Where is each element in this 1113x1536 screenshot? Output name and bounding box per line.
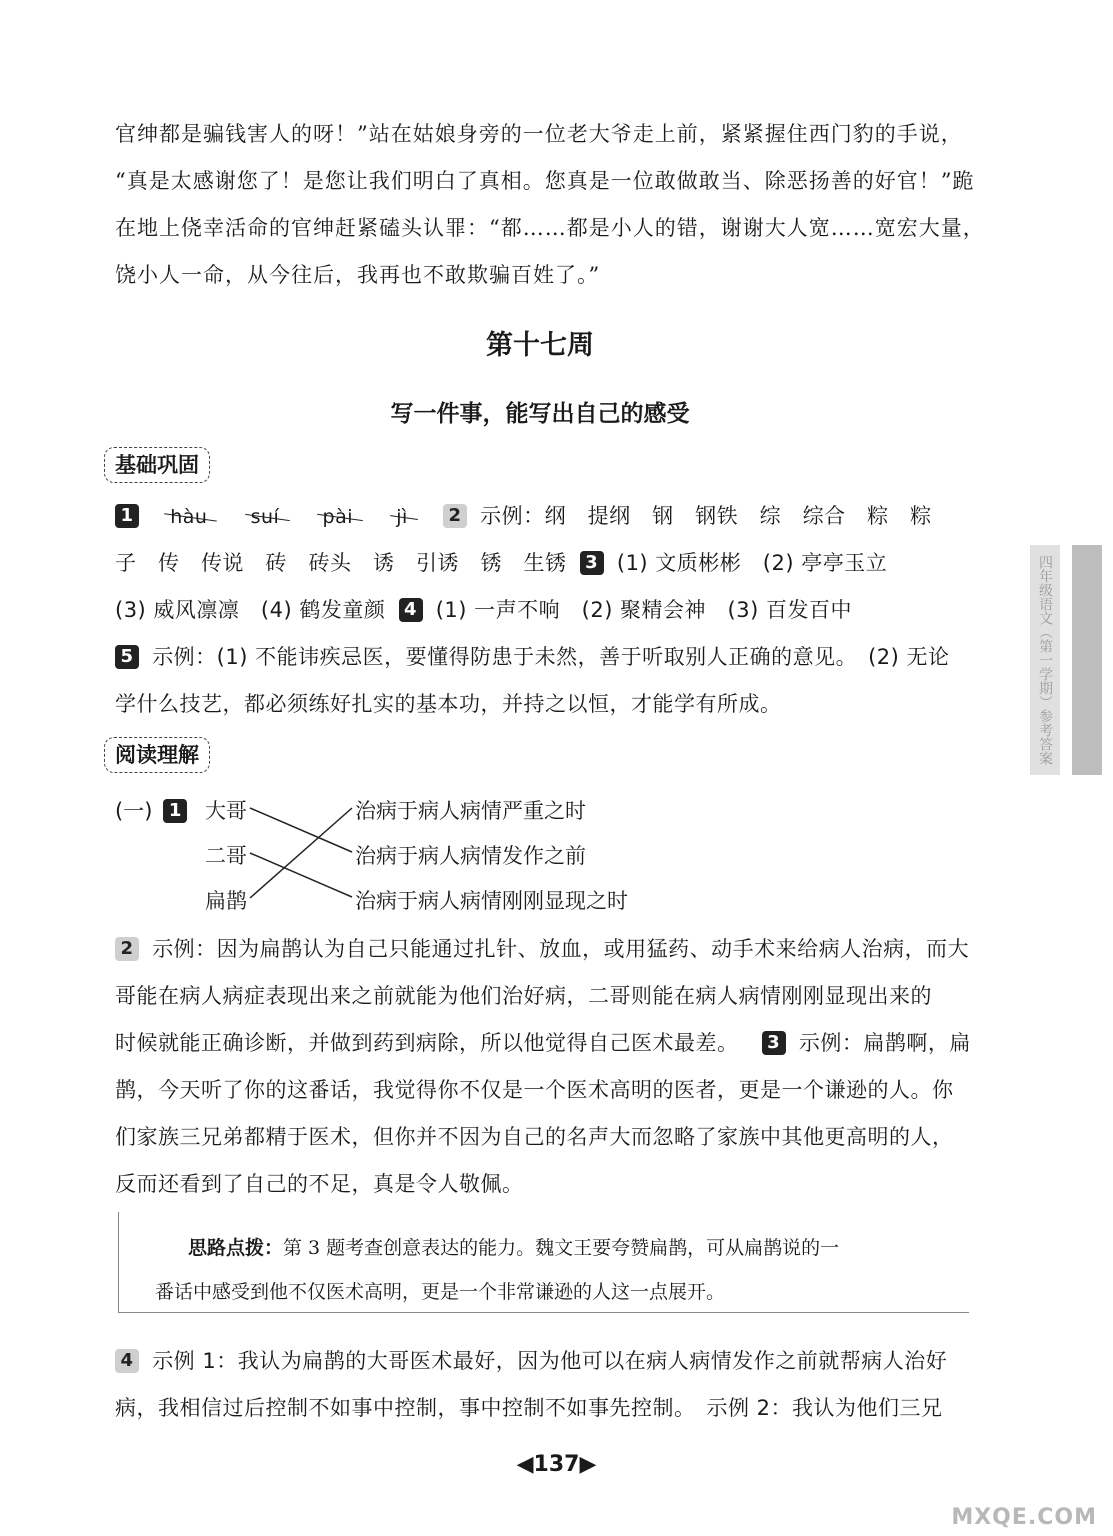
question-number: 2: [115, 937, 139, 961]
question-number: 1: [163, 799, 187, 823]
story-line: 在地上侥幸活命的官绅赶紧磕头认罪：“都……都是小人的错，谢谢大人宽……宽宏大量，: [115, 216, 985, 240]
answer-text: 示例：因为扁鹊认为自己只能通过扎针、放血，或用猛药、动手术来给病人治病，而大: [152, 937, 970, 961]
answer-text: (1) 一声不响 (2) 聚精会神 (3) 百发百中: [435, 598, 852, 622]
answer-text: 子 传 传说 砖 砖头 诱 引诱 锈 生锈: [115, 551, 567, 575]
reading-q4-line: [115, 1345, 947, 1375]
question-number: 2: [443, 504, 467, 528]
tip-text: 第 3 题考查创意表达的能力。魏文王要夸赞扁鹊，可从扁鹊说的一: [283, 1237, 840, 1259]
question-number: 1: [115, 504, 139, 528]
answer-text: 示例 1：我认为扁鹊的大哥医术最好，因为他可以在病人病情发作之前就帮病人治好: [152, 1349, 948, 1373]
side-tab-bar: [1072, 545, 1102, 775]
section-basic-header: 基础巩固: [104, 447, 210, 483]
week-title: 第十七周: [486, 330, 594, 361]
story-line: 饶小人一命，从今往后，我再也不敢欺骗百姓了。”: [115, 263, 601, 287]
watermark: MXQE.COM: [951, 1505, 1097, 1530]
question-number: 3: [762, 1031, 786, 1055]
reading-q2-line: [115, 933, 969, 963]
side-tab: 四年级语文（第一学期）参考答案: [1030, 545, 1060, 775]
match-line: [250, 808, 352, 852]
crossed-pinyin: hàu: [170, 506, 208, 528]
next-arrow-icon: ▶: [579, 1452, 597, 1477]
crossed-pinyin: pài: [322, 506, 354, 528]
story-line: “真是太感谢您了！是您让我们明白了真相。您真是一位敢做敢当、除恶扬善的好官！”跪: [115, 169, 975, 193]
match-left-item: 大哥: [205, 799, 247, 823]
crossed-pinyin: suí: [250, 506, 280, 528]
answer-text: (1) 文质彬彬 (2) 亭亭玉立: [616, 551, 888, 575]
match-left-item: 扁鹊: [205, 889, 247, 913]
basic-line-5: 学什么技艺，都必须练好扎实的基本功，并持之以恒，才能学有所成。: [115, 692, 782, 716]
question-number: 4: [399, 598, 423, 622]
reading-q2-line: 哥能在病人病症表现出来之前就能为他们治好病，二哥则能在病人病情刚刚显现出来的: [115, 984, 932, 1008]
question-number: 4: [115, 1349, 139, 1373]
match-right-item: 治病于病人病情严重之时: [355, 799, 586, 823]
reading-q3-line: 反而还看到了自己的不足，真是令人敬佩。: [115, 1172, 524, 1196]
question-number: 5: [115, 645, 139, 669]
answer-text: 示例：纲 提纲 钢 钢铁 综 综合 粽 粽: [480, 504, 932, 528]
answer-text: (3) 威风凛凛 (4) 鹤发童颜: [115, 598, 386, 622]
match-right-item: 治病于病人病情发作之前: [355, 844, 586, 868]
answer-text: 示例：扁鹊啊，扁: [798, 1031, 971, 1055]
match-right-item: 治病于病人病情刚刚显现之时: [355, 889, 628, 913]
section-reading-header: 阅读理解: [104, 737, 210, 773]
question-number: 3: [580, 551, 604, 575]
answer-text: 示例：(1) 不能讳疾忌医，要懂得防患于未然，善于听取别人正确的意见。 (2) 无论: [152, 645, 950, 669]
part-label: (一) 1: [115, 795, 193, 825]
tip-label: 思路点拨：: [188, 1237, 284, 1259]
reading-q4-line: 病，我相信过后控制不如事中控制，事中控制不如事先控制。 示例 2：我认为他们三兄: [115, 1396, 943, 1420]
reading-q3-line: 鹊，今天听了你的这番话，我觉得你不仅是一个医术高明的医者，更是一个谦逊的人。你: [115, 1078, 954, 1102]
match-line: [250, 808, 352, 898]
reading-q3-line: 们家族三兄弟都精于医术，但你并不因为自己的名声大而忽略了家族中其他更高明的人，: [115, 1125, 954, 1149]
tip-line: 番话中感受到他不仅医术高明，更是一个非常谦逊的人这一点展开。: [155, 1281, 726, 1303]
unit-title: 写一件事，能写出自己的感受: [390, 401, 690, 427]
story-line: 官绅都是骗钱害人的呀！”站在姑娘身旁的一位老大爷走上前，紧紧握住西门豹的手说，: [115, 122, 963, 146]
match-line: [250, 853, 352, 897]
answer-text: 时候就能正确诊断，并做到药到病除，所以他觉得自己医术最差。: [115, 1031, 739, 1055]
reading-q2-line: [115, 1027, 971, 1057]
prev-arrow-icon: ◀: [516, 1452, 534, 1477]
crossed-pinyin: jì: [396, 506, 408, 528]
match-left-item: 二哥: [205, 844, 247, 868]
page-number: ◀137▶: [516, 1452, 597, 1477]
tip-line: [188, 1233, 839, 1260]
